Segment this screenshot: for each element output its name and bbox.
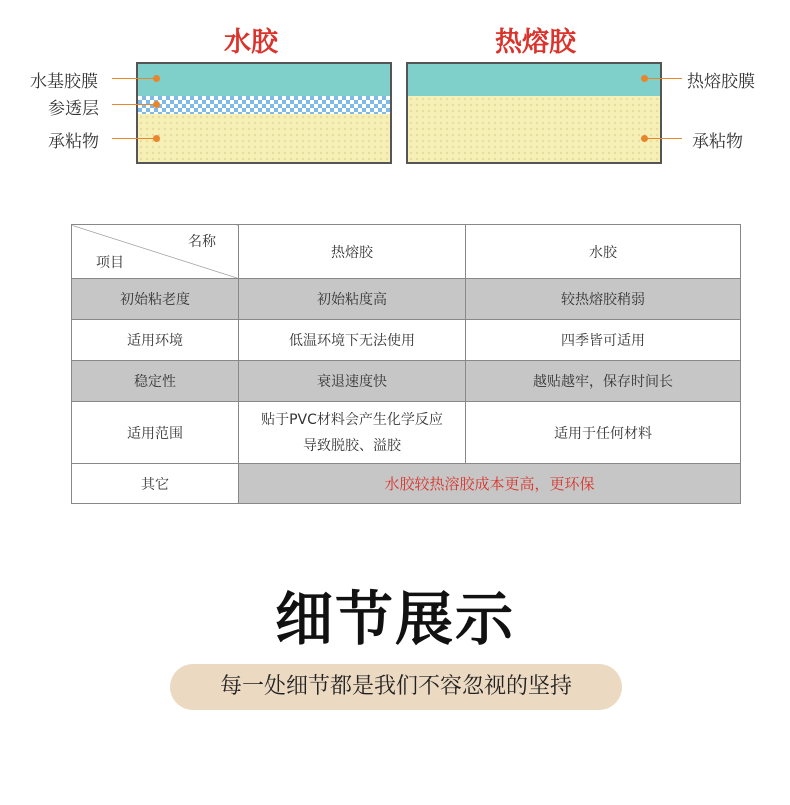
detail-subtitle-pill — [170, 664, 622, 710]
leader-line — [112, 104, 154, 105]
row-item: 稳定性 — [72, 361, 239, 402]
row-hot-melt-value: 低温环境下无法使用 — [239, 320, 466, 361]
leader-line — [646, 78, 682, 79]
hot-melt-title: 热熔胶 — [495, 27, 576, 58]
row-item: 其它 — [72, 464, 239, 504]
hot-melt-value-line: 导致脱胶、溢胶 — [303, 437, 401, 454]
table-header-row — [72, 225, 741, 279]
hot-melt-value-line: 贴于PVC材料会产生化学反应 — [261, 411, 443, 428]
row-hot-melt-value — [239, 402, 466, 464]
substrate-label-right: 承粘物 — [692, 132, 743, 152]
header-hot-melt: 热熔胶 — [239, 225, 466, 279]
row-hot-melt-value: 初始粘度高 — [239, 279, 466, 320]
detail-title: 细节展示 — [274, 585, 515, 653]
permeation-layer — [138, 96, 390, 114]
hot-melt-diagram — [406, 62, 662, 164]
water-film-label: 水基胶膜 — [30, 72, 98, 92]
permeation-label: 参透层 — [48, 99, 99, 119]
row-water-value: 四季皆可适用 — [466, 320, 741, 361]
row-hot-melt-value: 衰退速度快 — [239, 361, 466, 402]
hot-substrate-layer — [408, 96, 660, 162]
hot-film-label: 热熔胶膜 — [687, 72, 755, 92]
table-row — [72, 320, 741, 361]
table-row-other — [72, 464, 741, 504]
label-dot — [153, 135, 160, 142]
detail-subtitle: 每一处细节都是我们不容忽视的坚持 — [219, 674, 572, 699]
label-dot — [153, 75, 160, 82]
leader-line — [112, 78, 154, 79]
leader-line — [646, 138, 682, 139]
row-water-value: 适用于任何材料 — [466, 402, 741, 464]
label-dot — [153, 101, 160, 108]
hot-melt-film-layer — [408, 64, 660, 96]
other-note: 水胶较热溶胶成本更高，更环保 — [239, 464, 741, 504]
row-item: 适用环境 — [72, 320, 239, 361]
table-row — [72, 402, 741, 464]
row-item: 适用范围 — [72, 402, 239, 464]
header-corner-cell — [72, 225, 239, 279]
header-item-label: 项目 — [96, 255, 124, 271]
header-water-glue: 水胶 — [466, 225, 741, 279]
table-row — [72, 361, 741, 402]
row-water-value: 较热熔胶稍弱 — [466, 279, 741, 320]
water-substrate-layer — [138, 114, 390, 162]
water-film-layer — [138, 64, 390, 96]
header-name-label: 名称 — [188, 234, 216, 250]
leader-line — [112, 138, 154, 139]
row-water-value: 越贴越牢，保存时间长 — [466, 361, 741, 402]
table-row — [72, 279, 741, 320]
water-glue-title: 水胶 — [224, 27, 278, 58]
substrate-label-left: 承粘物 — [48, 132, 99, 152]
comparison-table — [71, 224, 741, 504]
water-glue-diagram — [136, 62, 392, 164]
row-item: 初始粘老度 — [72, 279, 239, 320]
